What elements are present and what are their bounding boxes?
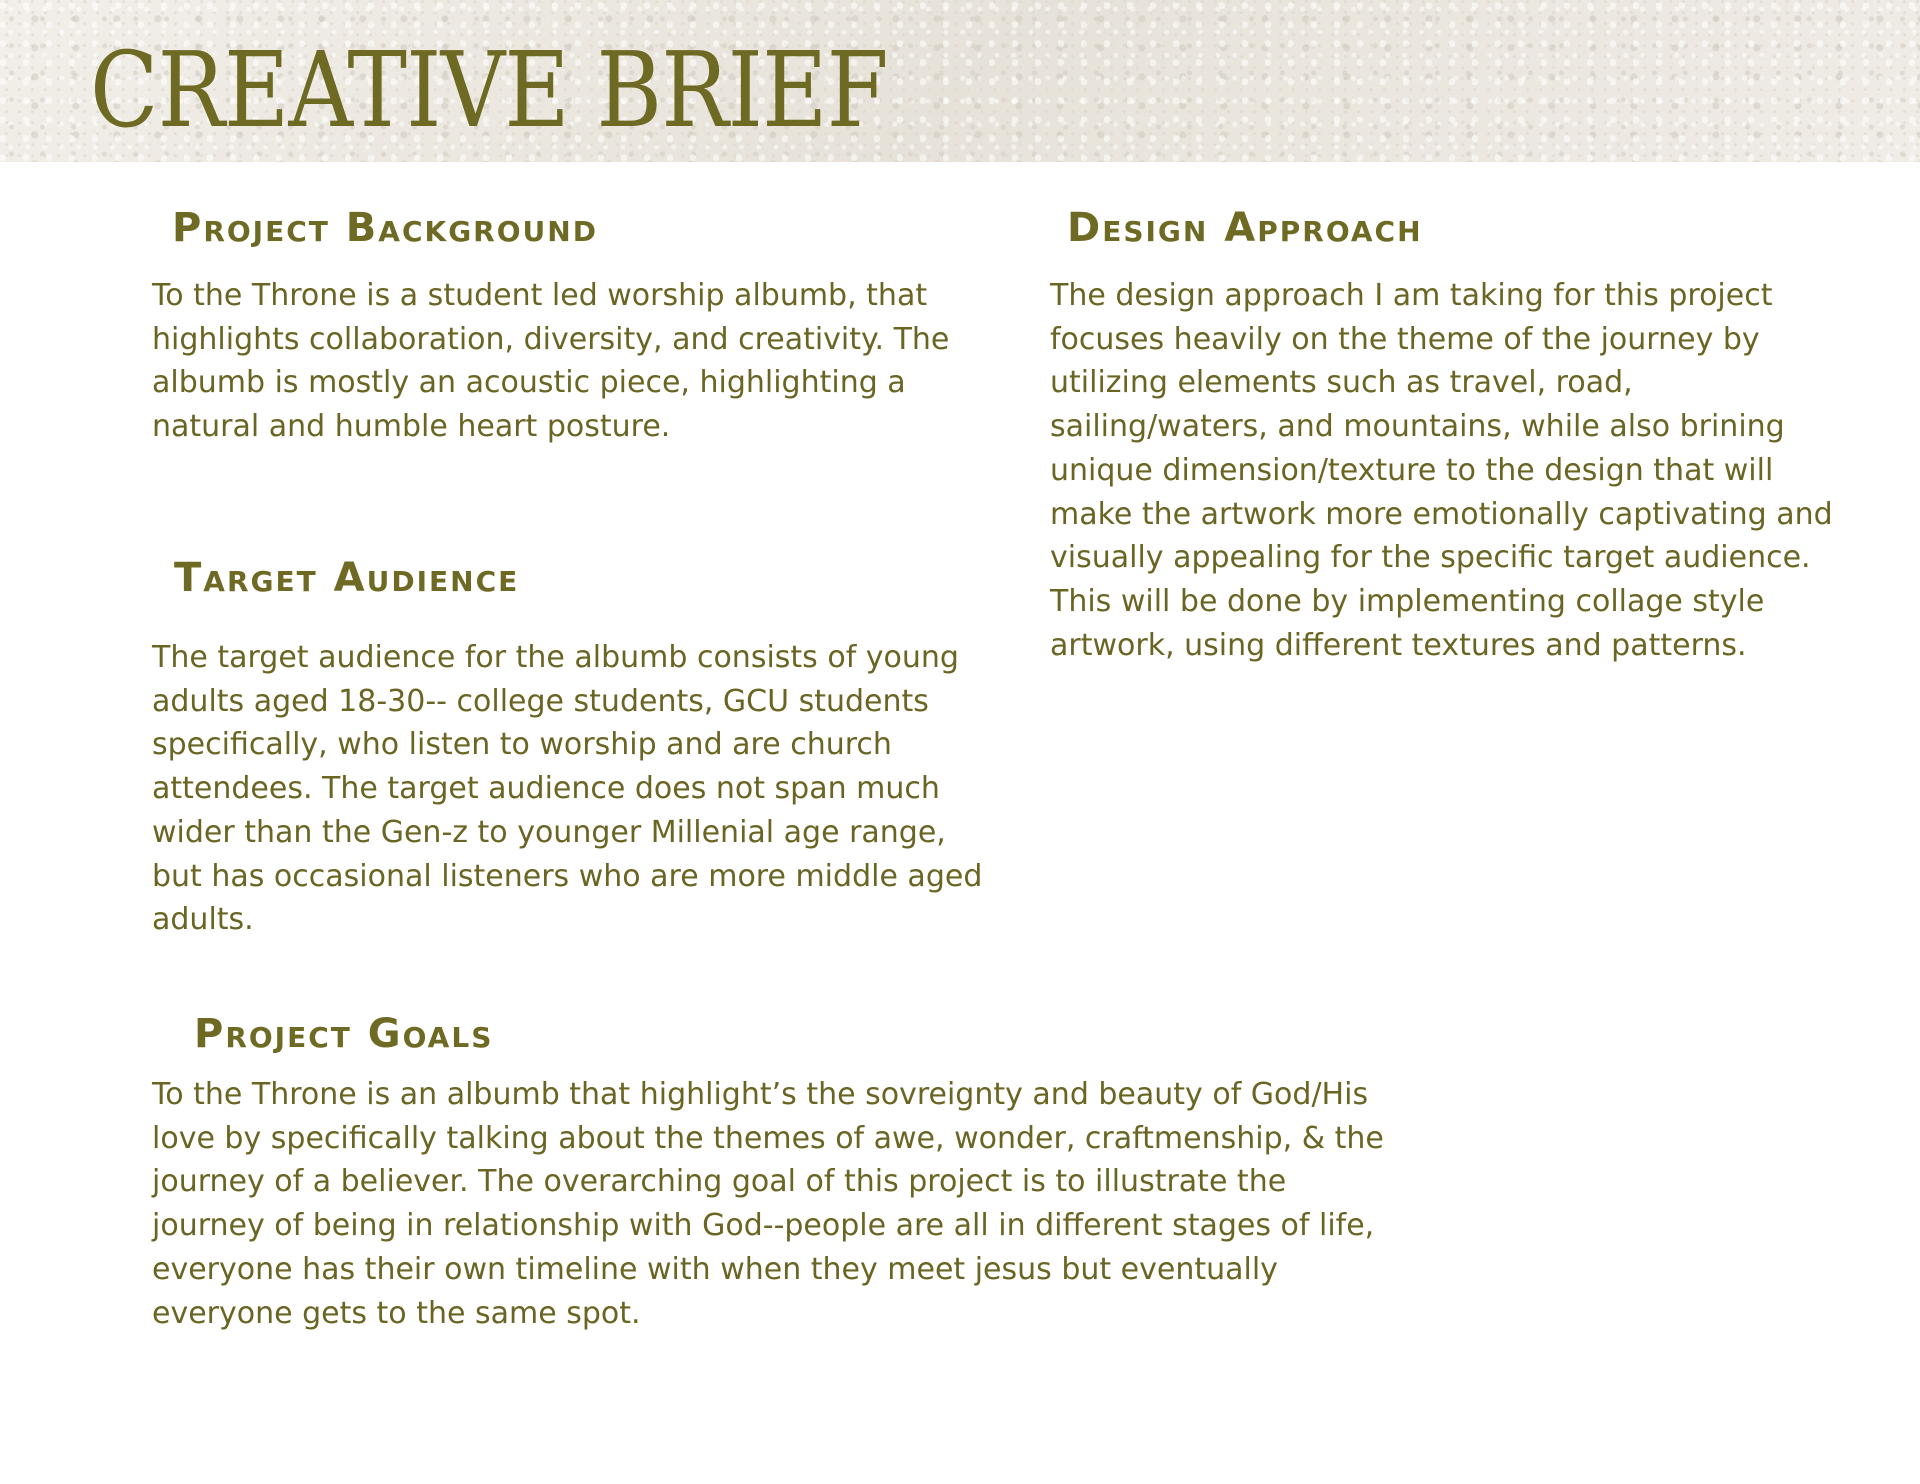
page-title: CREATIVE BRIEF [90,29,888,151]
target-audience-heading: Target Audience [174,555,520,601]
project-background-heading: Project Background [172,205,598,251]
design-approach-text: The design approach I am taking for this project focuses heavily on the theme of the journey by utilizing elements such as travel, road, sailing/waters, and mountains, while also brining unique dimension/texture to the design that will make the artwork more emotionally captivating and visually appealing for the specific target audience. This will be done by implementing collage style artwork, using different textures and patterns. [1050,278,1833,663]
project-background-text: To the Throne is a student led worship albumb, that highlights collaboration, diversity, and creativity. The albumb is mostly an acoustic piece, highlighting a natural and humble heart posture. [152,278,950,445]
header-banner [0,0,1920,162]
project-goals-heading: Project Goals [194,1011,494,1057]
target-audience-text: The target audience for the albumb consists of young adults aged 18-30-- college students, GCU students specifically, who listen to worship and are church attendees. The target audience does not span much wider than the Gen-z to younger Millenial age range, but has occasional listeners who are more middle aged adults. [152,640,983,938]
project-goals-text: To the Throne is an albumb that highlight’s the sovreignty and beauty of God/His love by specifically talking about the themes of awe, wonder, craftmenship, & the journey of a believer. The overarching goal of this project is to illustrate the journey of being in relationship with God--people are all in different stages of life, everyone has their own timeline with when they meet jesus but eventually everyone gets to the same spot. [152,1077,1384,1331]
design-approach-heading: Design Approach [1067,205,1423,251]
